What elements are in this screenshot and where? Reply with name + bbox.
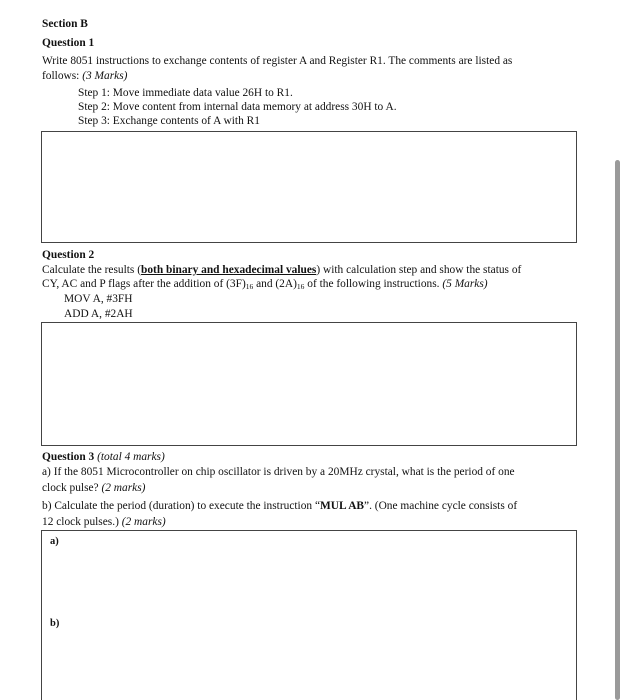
question-2-code-line-1: MOV A, #3FH bbox=[64, 293, 133, 305]
question-3-title-line bbox=[42, 450, 165, 464]
question-2-emphasis: both binary and hexadecimal values bbox=[141, 264, 317, 276]
question-2-code-line-2: ADD A, #2AH bbox=[64, 308, 133, 320]
question-1-step-1: Step 1: Move immediate data value 26H to R1. bbox=[78, 87, 293, 99]
question-3b-instruction: MUL AB bbox=[320, 500, 365, 512]
question-3-answer-box[interactable] bbox=[41, 530, 577, 700]
question-3b-text-a: b) Calculate the period (duration) to execute the instruction “ bbox=[42, 500, 321, 512]
question-1-text-line-2 bbox=[42, 69, 127, 83]
question-2-text-c: CY, AC and P flags after the addition of (3F) bbox=[42, 278, 246, 290]
answer-a-label: a) bbox=[50, 536, 59, 547]
question-2-text-b: ) with calculation step and show the status of bbox=[316, 264, 522, 276]
question-3b-marks: (2 marks) bbox=[121, 516, 166, 528]
question-2-answer-box[interactable] bbox=[41, 322, 577, 446]
question-2-text-a: Calculate the results ( bbox=[42, 264, 142, 276]
question-1-text: follows: bbox=[42, 70, 83, 82]
question-3b-line-1 bbox=[42, 499, 517, 513]
subscript-base-2: 16 bbox=[296, 282, 305, 291]
question-3a-marks: (2 marks) bbox=[101, 482, 146, 494]
question-1-marks: (3 Marks) bbox=[82, 70, 128, 82]
question-1-title: Question 1 bbox=[42, 37, 95, 49]
answer-b-label: b) bbox=[50, 618, 60, 629]
question-1-step-3: Step 3: Exchange contents of A with R1 bbox=[78, 115, 260, 127]
question-3a-line-2 bbox=[42, 481, 145, 495]
question-1-answer-box[interactable] bbox=[41, 131, 577, 243]
question-3b-text-b: ”. (One machine cycle consists of bbox=[364, 500, 518, 512]
section-title: Section B bbox=[42, 18, 88, 30]
vertical-scrollbar[interactable] bbox=[615, 160, 620, 700]
question-3-total-marks: (total 4 marks) bbox=[94, 451, 165, 463]
question-2-text-e: of the following instructions. bbox=[304, 278, 443, 290]
question-3-title: Question 3 bbox=[42, 451, 95, 463]
question-2-text-line-1 bbox=[42, 263, 521, 277]
question-2-marks: (5 Marks) bbox=[442, 278, 488, 290]
question-3a-line-1: a) If the 8051 Microcontroller on chip oscillator is driven by a 20MHz crystal, what is the period of one bbox=[42, 466, 515, 478]
question-3b-line-2 bbox=[42, 515, 166, 529]
question-2-title: Question 2 bbox=[42, 249, 95, 261]
question-3b-text-c: 12 clock pulses.) bbox=[42, 516, 122, 528]
question-1-step-2: Step 2: Move content from internal data memory at address 30H to A. bbox=[78, 101, 397, 113]
subscript-base-1: 16 bbox=[245, 282, 254, 291]
question-2-text-d: and (2A) bbox=[253, 278, 297, 290]
question-3a-text: clock pulse? bbox=[42, 482, 102, 494]
question-1-text-line-1: Write 8051 instructions to exchange contents of register A and Register R1. The comments are listed as bbox=[42, 55, 513, 67]
